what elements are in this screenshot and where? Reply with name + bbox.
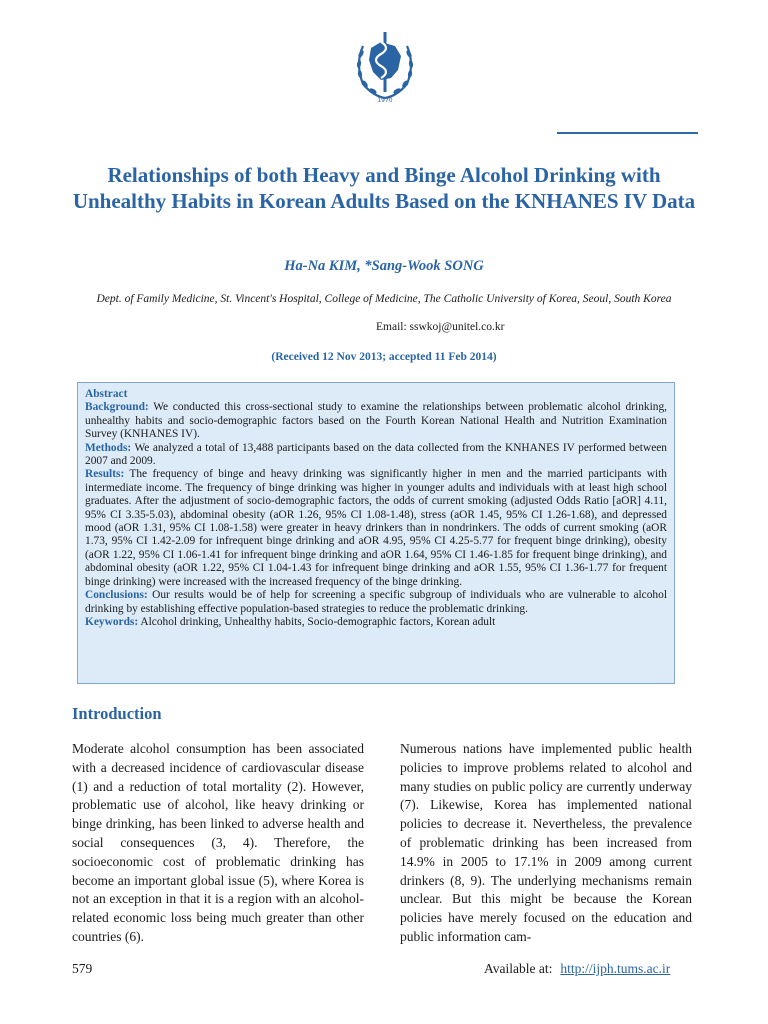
article-authors: Ha-Na KIM, *Sang-Wook SONG xyxy=(284,258,484,274)
abstract-box xyxy=(77,382,675,684)
abstract-keywords: Keywords: Alcohol drinking, Unhealthy habits, Socio-demographic factors, Korean adult xyxy=(85,615,496,628)
svg-text:1970: 1970 xyxy=(377,97,393,104)
journal-url-link[interactable]: http://ijph.tums.ac.ir xyxy=(560,961,671,976)
body-column-right: Numerous nations have implemented public health policies to improve problems related to alcohol and many studies on public policy are currently underway (7). Likewise, Korea has implemented national policies to decrease it. Nevertheless, the prevalence of problematic drinking has been increased from 14.9% in 2005 to 17.1% in 2009 among current drinkers (8, 9). The underlying mechanisms remain unclear. But this might be because the Korean policies have merely focused on the education and public information cam- xyxy=(400,741,692,944)
header-rule xyxy=(557,132,698,134)
abstract-heading: Abstract xyxy=(85,388,128,400)
abstract-background: Background: We conducted this cross-sectional study to examine the relationships between problematic alcohol drinking, unhealthy habits and socio-demographic factors based on the Fourth Korean National Health and Nutrition Examination Survey (KNHANES IV). xyxy=(85,401,667,441)
author-email: Email: sswkoj@unitel.co.kr xyxy=(376,321,505,333)
article-title: Relationships of both Heavy and Binge Alcohol Drinking with Unhealthy Habits in Korean Adults Based on the KNHANES IV Data xyxy=(72,163,696,213)
available-label: Available at: xyxy=(484,961,553,976)
page-number: 579 xyxy=(72,961,93,976)
abstract-methods: Methods: We analyzed a total of 13,488 participants based on the data collected from the KNHANES IV performed between 2007 and 2009. xyxy=(85,441,667,468)
body-column-left: Moderate alcohol consumption has been associated with a decreased incidence of cardiovascular disease (1) and a reduction of total mortality (2). However, problematic use of alcohol, like heavy drinking or binge drinking, has been linked to adverse health and social consequences (3, 4). Therefore, the socioeconomic cost of problematic drinking has become an important global issue (5), where Korea is not an exception in that it is a region with an alcohol-related economic loss being much greater than other countries (6). xyxy=(72,741,364,944)
footer-availability xyxy=(484,961,670,977)
abstract-results: Results: The frequency of binge and heavy drinking was significantly higher in men and the married participants with intermediate income. The frequency of binge drinking was higher in younger adults and individuals with at least high school graduates. After the adjustment of socio-demographic factors, the odds of current smoking (adjusted Odds Ratio [aOR] 4.11, 95% CI 3.35-5.03), abdominal obesity (aOR 1.26, 95% CI 1.08-1.48), stress (aOR 1.45, 95% CI 1.26-1.68), and depressed mood (aOR 1.31, 95% CI 1.08-1.58) were greater in heavy drinkers than in nondrinkers. The odds of current smoking (aOR 1.73, 95% CI 1.42-2.09 for infrequent binge drinking and aOR 4.95, 95% CI 4.25-5.77 for frequent binge drinking), obesity (aOR 1.22, 95% CI 1.06-1.41 for infrequent binge drinking and aOR 1.64, 95% CI 1.46-1.85 for frequent binge drinking), and abdominal obesity (aOR 1.22, 95% CI 1.04-1.43 for infrequent binge drinking and aOR 1.55, 95% CI 1.36-1.77 for frequent binge drinking) were increased with the increased frequency of the binge drinking. xyxy=(85,468,667,588)
journal-logo xyxy=(351,28,419,104)
received-dates: (Received 12 Nov 2013; accepted 11 Feb 2014) xyxy=(271,351,497,363)
author-affiliation: Dept. of Family Medicine, St. Vincent's Hospital, College of Medicine, The Catholic University of Korea, Seoul, South Korea xyxy=(96,293,672,305)
section-heading-introduction: Introduction xyxy=(72,704,162,723)
abstract-conclusions: Conclusions: Our results would be of help for screening a specific subgroup of individuals who are vulnerable to alcohol drinking by establishing effective population-based strategies to reduce the problematic drinking. xyxy=(85,589,667,615)
who-emblem-icon xyxy=(351,28,419,104)
